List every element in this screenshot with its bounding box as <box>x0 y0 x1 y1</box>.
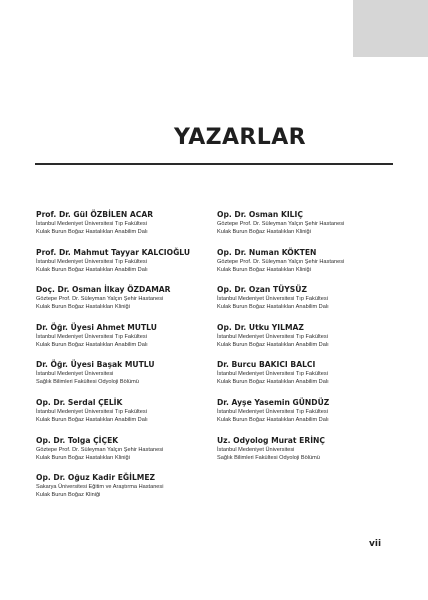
author-entry <box>217 398 407 424</box>
title-rule <box>35 163 393 165</box>
author-entry <box>36 323 216 349</box>
author-affiliation-line: İstanbul Medeniyet Üniversitesi Tıp Fakültesi <box>36 258 147 265</box>
author-name: Op. Dr. Oğuz Kadir EĞİLMEZ <box>36 473 156 483</box>
author-entry <box>36 210 216 236</box>
author-entry <box>36 436 216 462</box>
author-affiliation-line: Göztepe Prof. Dr. Süleyman Yalçın Şehir Hastanesi <box>36 446 164 453</box>
author-name: Op. Dr. Ozan TÜYSÜZ <box>217 285 307 295</box>
author-name: Dr. Burcu BAKICI BALCI <box>217 360 316 370</box>
authors-right-column <box>217 210 407 473</box>
author-entry <box>217 436 407 462</box>
author-affiliation-line: Kulak Burun Boğaz Hastalıkları Kliniği <box>217 266 311 273</box>
author-name: Dr. Öğr. Üyesi Başak MUTLU <box>36 360 155 370</box>
author-name: Prof. Dr. Gül ÖZBİLEN ACAR <box>36 210 154 219</box>
author-affiliation-line: Göztepe Prof. Dr. Süleyman Yalçın Şehir Hastanesi <box>217 258 345 265</box>
author-affiliation-line: Sağlık Bilimleri Fakültesi Odyoloji Bölümü <box>36 379 139 386</box>
author-affiliation-line: Kulak Burun Boğaz Hastalıkları Anabilim Dalı <box>217 341 329 348</box>
author-affiliation-line: Sağlık Bilimleri Fakültesi Odyoloji Bölümü <box>217 454 320 461</box>
author-affiliation-line: Kulak Burun Boğaz Kliniği <box>36 492 101 499</box>
page-corner-tab <box>353 0 428 57</box>
author-affiliation-line: Kulak Burun Boğaz Hastalıkları Anabilim Dalı <box>36 341 148 348</box>
author-entry <box>217 285 407 311</box>
author-affiliation-line: İstanbul Medeniyet Üniversitesi Tıp Fakültesi <box>217 408 328 415</box>
author-affiliation-line: Göztepe Prof. Dr. Süleyman Yalçın Şehir Hastanesi <box>217 221 345 227</box>
author-affiliation-line: İstanbul Medeniyet Üniversitesi Tıp Fakültesi <box>36 408 147 415</box>
page-number: vii <box>369 539 382 549</box>
author-affiliation-line: İstanbul Medeniyet Üniversitesi Tıp Fakültesi <box>217 371 328 378</box>
author-affiliation-line: Sakarya Üniversitesi Eğitim ve Araştırma Hastanesi <box>36 484 164 491</box>
author-affiliation-line: Kulak Burun Boğaz Hastalıkları Anabilim Dalı <box>36 229 148 235</box>
author-affiliation-line: Kulak Burun Boğaz Hastalıkları Anabilim Dalı <box>36 266 148 273</box>
author-entry <box>36 398 216 424</box>
author-name: Doç. Dr. Osman İlkay ÖZDAMAR <box>36 285 171 295</box>
author-affiliation-line: Kulak Burun Boğaz Hastalıkları Anabilim Dalı <box>36 416 148 423</box>
page-title: YAZARLAR <box>174 125 306 150</box>
authors-left-column <box>36 210 216 511</box>
author-name: Op. Dr. Tolga ÇİÇEK <box>36 435 119 445</box>
author-affiliation-line: Kulak Burun Boğaz Hastalıkları Anabilim Dalı <box>217 416 329 423</box>
author-affiliation-line: İstanbul Medeniyet Üniversitesi <box>217 446 295 453</box>
author-name: Dr. Öğr. Üyesi Ahmet MUTLU <box>36 322 157 332</box>
author-affiliation-line: Kulak Burun Boğaz Hastalıkları Anabilim Dalı <box>217 379 329 386</box>
author-name: Prof. Dr. Mahmut Tayyar KALCIOĞLU <box>36 247 191 257</box>
author-entry <box>36 473 216 499</box>
author-affiliation-line: Kulak Burun Boğaz Hastalıkları Kliniği <box>36 454 130 461</box>
author-affiliation-line: İstanbul Medeniyet Üniversitesi Tıp Fakültesi <box>217 333 328 340</box>
author-entry <box>36 248 216 274</box>
author-name: Op. Dr. Serdal ÇELİK <box>36 397 123 407</box>
author-affiliation-line: İstanbul Medeniyet Üniversitesi <box>36 371 114 378</box>
author-name: Op. Dr. Utku YILMAZ <box>217 322 304 332</box>
author-entry <box>217 210 407 236</box>
author-name: Uz. Odyolog Murat ERİNÇ <box>217 435 325 445</box>
author-name: Op. Dr. Numan KÖKTEN <box>217 247 317 257</box>
author-name: Op. Dr. Osman KILIÇ <box>217 210 303 219</box>
author-entry <box>217 360 407 386</box>
author-affiliation-line: Kulak Burun Boğaz Hastalıkları Kliniği <box>36 304 130 311</box>
author-entry <box>217 323 407 349</box>
author-affiliation-line: İstanbul Medeniyet Üniversitesi Tıp Fakültesi <box>36 333 147 340</box>
author-name: Dr. Ayşe Yasemin GÜNDÜZ <box>217 397 330 407</box>
author-affiliation-line: İstanbul Medeniyet Üniversitesi Tıp Fakültesi <box>217 296 328 303</box>
author-affiliation-line: Göztepe Prof. Dr. Süleyman Yalçın Şehir Hastanesi <box>36 296 164 303</box>
author-entry <box>36 285 216 311</box>
author-affiliation-line: Kulak Burun Boğaz Hastalıkları Kliniği <box>217 229 311 235</box>
author-entry <box>217 248 407 274</box>
author-affiliation-line: İstanbul Medeniyet Üniversitesi Tıp Fakültesi <box>36 221 147 227</box>
author-entry <box>36 360 216 386</box>
author-affiliation-line: Kulak Burun Boğaz Hastalıkları Anabilim Dalı <box>217 304 329 311</box>
